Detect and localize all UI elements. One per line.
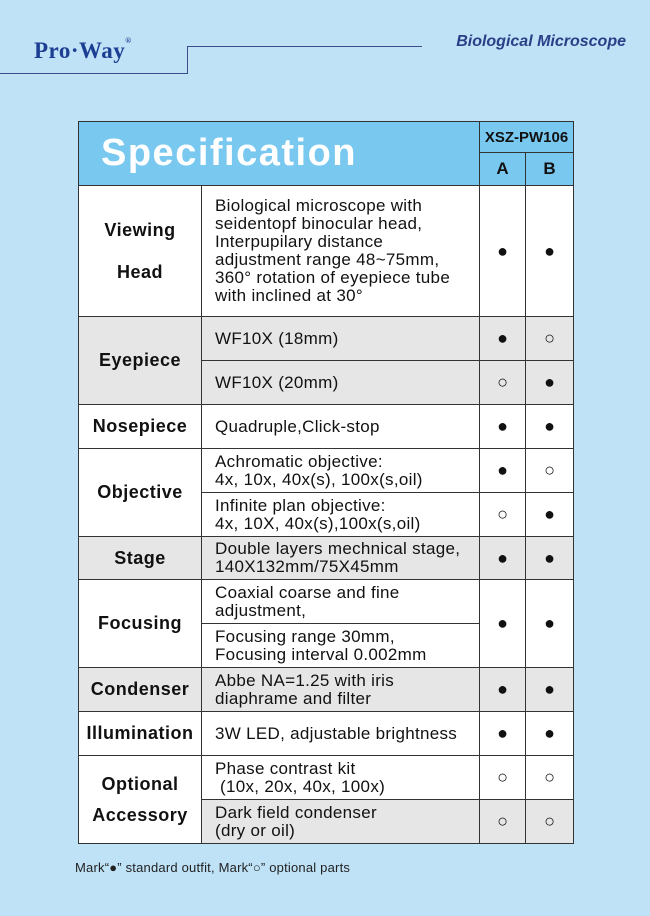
mark-a-viewing-head: ● [480,186,526,317]
mark-a-condenser: ● [480,668,526,712]
spec-table [78,121,574,844]
row-desc-viewing-head: Biological microscope with seidentopf binocular head, Interpupilary distance adjustment range 48~75mm, 360° rotation of eyepiece tube with inclined at 30° [202,186,480,317]
mark-a-stage: ● [480,537,526,580]
row-label-viewing-head: Viewing Head [79,186,202,317]
row-label-objective: Objective [79,449,202,537]
row-label-eyepiece: Eyepiece [79,317,202,405]
row-desc-objective-2: Infinite plan objective: 4x, 10X, 40x(s),100x(s,oil) [202,493,480,537]
row-desc-illumination: 3W LED, adjustable brightness [202,712,480,756]
legend-footnote: Mark“●” standard outfit, Mark“○” optional parts [75,860,351,875]
mark-b-condenser: ● [526,668,574,712]
row-desc-eyepiece-1: WF10X (18mm) [202,317,480,361]
mark-b-eyepiece-2: ● [526,361,574,405]
mark-a-eyepiece-1: ● [480,317,526,361]
mark-a-illumination: ● [480,712,526,756]
mark-b-focusing: ● [526,580,574,668]
mark-b-eyepiece-1: ○ [526,317,574,361]
mark-a-objective-1: ● [480,449,526,493]
mark-b-objective-2: ● [526,493,574,537]
mark-a-focusing: ● [480,580,526,668]
spec-heading: Specification [79,122,480,186]
mark-b-optional-1: ○ [526,756,574,800]
row-label-nosepiece: Nosepiece [79,405,202,449]
row-desc-optional-2: Dark field condenser (dry or oil) [202,800,480,844]
mark-b-viewing-head: ● [526,186,574,317]
mark-a-optional-1: ○ [480,756,526,800]
row-label-optional-accessory: Optional Accessory [79,756,202,844]
mark-b-nosepiece: ● [526,405,574,449]
mark-a-eyepiece-2: ○ [480,361,526,405]
row-desc-eyepiece-2: WF10X (20mm) [202,361,480,405]
row-desc-objective-1: Achromatic objective: 4x, 10x, 40x(s), 100x(s,oil) [202,449,480,493]
row-desc-optional-1: Phase contrast kit (10x, 20x, 40x, 100x) [202,756,480,800]
mark-b-objective-1: ○ [526,449,574,493]
mark-a-nosepiece: ● [480,405,526,449]
row-desc-nosepiece: Quadruple,Click-stop [202,405,480,449]
mark-a-objective-2: ○ [480,493,526,537]
mark-b-stage: ● [526,537,574,580]
model-number: XSZ-PW106 [480,122,574,153]
column-a-header: A [480,153,526,186]
row-desc-stage: Double layers mechnical stage, 140X132mm/75X45mm [202,537,480,580]
header-rule-right [187,46,422,47]
row-desc-focusing-1: Coaxial coarse and fine adjustment, [202,580,480,624]
row-label-condenser: Condenser [79,668,202,712]
header-rule-step [187,46,188,74]
mark-a-optional-2: ○ [480,800,526,844]
row-label-stage: Stage [79,537,202,580]
row-desc-condenser: Abbe NA=1.25 with iris diaphrame and filter [202,668,480,712]
header-title: Biological Microscope [456,33,626,50]
column-b-header: B [526,153,574,186]
row-label-focusing: Focusing [79,580,202,668]
row-desc-focusing-2: Focusing range 30mm, Focusing interval 0.002mm [202,624,480,668]
brand-logo: Pro·Way® [34,36,132,63]
mark-b-illumination: ● [526,712,574,756]
row-label-illumination: Illumination [79,712,202,756]
mark-b-optional-2: ○ [526,800,574,844]
header-rule-left [0,73,188,74]
